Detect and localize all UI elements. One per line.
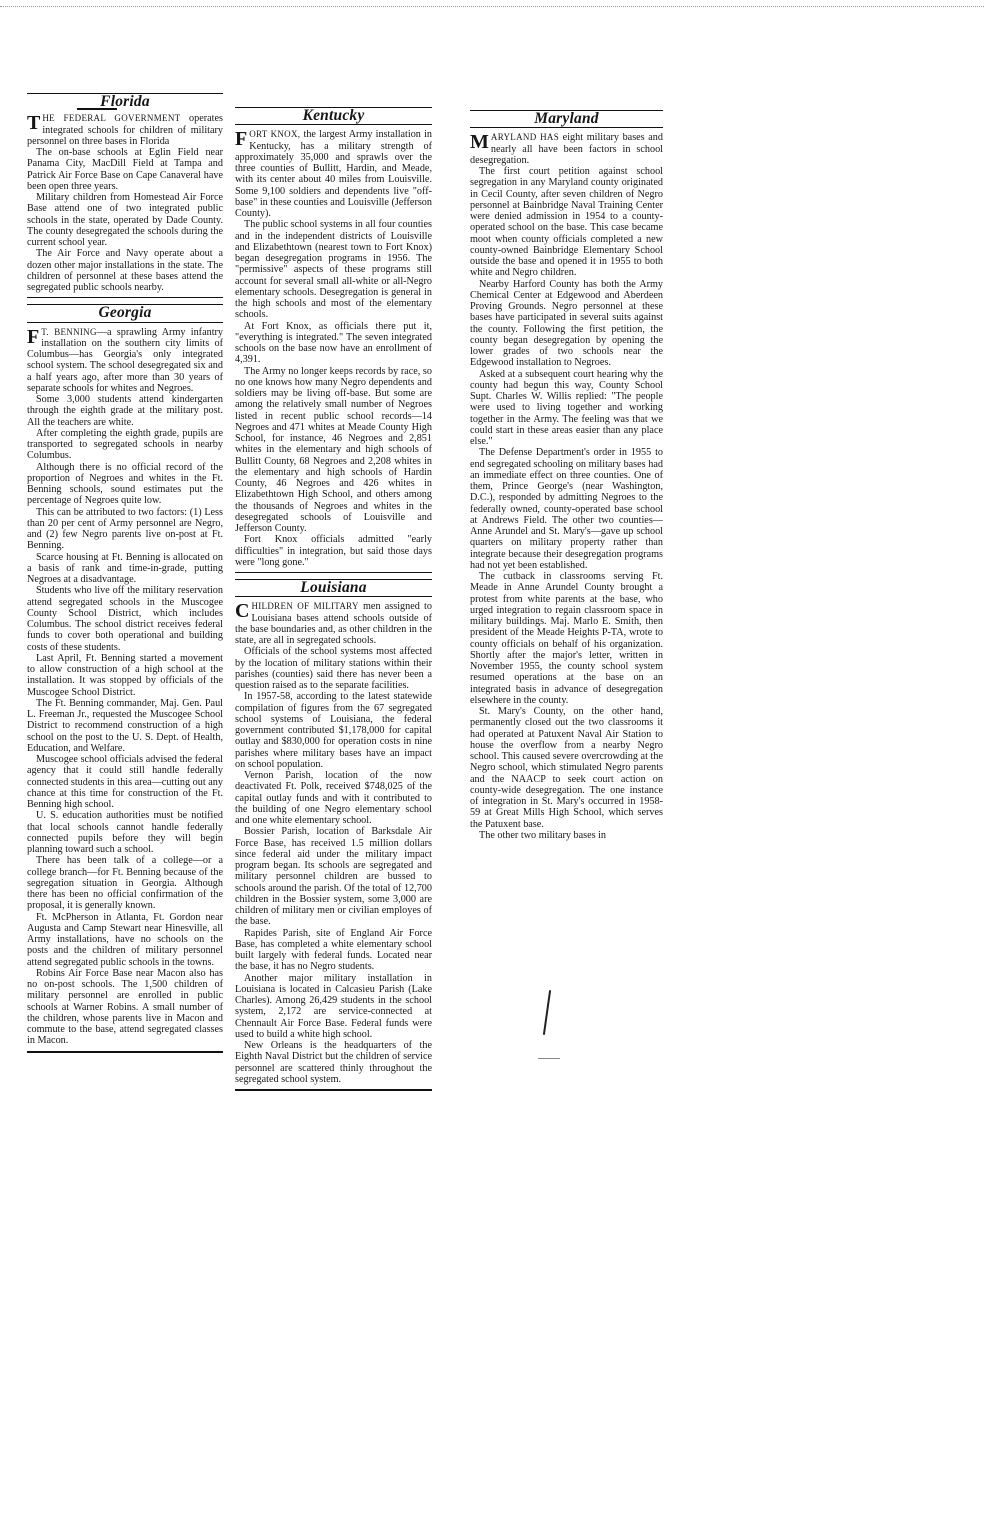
- paragraph-text: Although there is no official record of the proportion of Negroes and whites in the Ft. Benning schools, sound estimates put the percentage of Negroes quite low.: [27, 461, 223, 507]
- section-louisiana: [235, 579, 432, 1085]
- article-paragraph: [235, 770, 432, 826]
- article-paragraph: [27, 585, 223, 653]
- pencil-mark: [543, 990, 551, 1035]
- paragraph-text: Last April, Ft. Benning started a movement to allow construction of a high school at the installation. It was stopped by officials of the Muscogee School District.: [27, 652, 223, 698]
- article-paragraph: [470, 447, 663, 571]
- section-body-louisiana: [235, 601, 432, 1085]
- paragraph-text: The Ft. Benning commander, Maj. Gen. Paul L. Freeman Jr., requested the Muscogee School District to recommend construction of a high school on the post to the U. S. Dept. of Health, Education, and Welfare.: [27, 697, 223, 754]
- article-paragraph: [235, 321, 432, 366]
- article-paragraph: [27, 507, 223, 552]
- paragraph-text: Bossier Parish, location of Barksdale Air Force Base, has received 1.5 million dollars since federal aid under the military impact program began. Its schools are segregated and military personnel children are bussed to schools around the parish. Of the total of 12,700 children in the Bossier system, some 3,000 are children of military men or civilian employes of the base.: [235, 826, 432, 928]
- drop-cap: F: [235, 128, 248, 151]
- drop-cap: C: [235, 600, 250, 623]
- article-paragraph: [470, 166, 663, 279]
- article-paragraph: [470, 706, 663, 830]
- article-paragraph: [235, 691, 432, 770]
- column-middle: [235, 107, 432, 1091]
- article-paragraph: [27, 248, 223, 293]
- lead-in-small-caps: HILDREN OF MILITARY: [251, 601, 359, 612]
- paragraph-text: The public school systems in all four counties and in the independent districts of Louisville and Elizabethtown (nearest town to Fort Knox) began desegregation programs in 1956. The "permissive" aspects of these programs still account for several small all-white or all-Negro elementary schools. Desegregation is general in the high schools and most of the elementary schools.: [235, 219, 432, 321]
- article-paragraph: [27, 912, 223, 968]
- article-paragraph: [27, 754, 223, 810]
- paragraph-text: the largest Army installation in Kentucky, has a military strength of approximately 35,000 and sprawls over the three counties of Bullitt, Hardin, and Meade, with its center about 40 miles from Louisville. Some 9,100 soldiers and dependents live "off-base" in these counties and Louisville (Jefferson County).: [235, 129, 432, 219]
- article-paragraph: [27, 855, 223, 911]
- section-title-rule: [470, 127, 663, 128]
- section-divider: [27, 297, 223, 298]
- page-top-edge: [0, 6, 984, 7]
- paragraph-text: The Defense Department's order in 1955 to end segregated schooling on military bases had an immediate effect on three counties. One of them, Prince George's (near Washington, D.C.), responded by admitting Negroes to the federally owned, county-operated base school at Andrews Field. The other two counties—Anne Arundel and St. Mary's—gave up school quarters on military property rather than integrate because their desegregation programs had not yet been established.: [470, 447, 663, 571]
- article-paragraph: [27, 113, 223, 147]
- section-body-kentucky: [235, 129, 432, 568]
- paragraph-text: Nearby Harford County has both the Army Chemical Center at Edgewood and Aberdeen Proving Grounds. Negro personnel at these bases have participated in several suits against the county. Following the first petition, the county began desegregation by opening the lower grades of two schools near the Edgewood installation to Negroes.: [470, 278, 663, 369]
- drop-cap: F: [27, 325, 40, 348]
- article-paragraph: [27, 810, 223, 855]
- section-title-rule: [235, 596, 432, 597]
- article-paragraph: [27, 552, 223, 586]
- article-paragraph: [27, 192, 223, 248]
- pencil-mark: [538, 1058, 560, 1059]
- article-paragraph: [470, 279, 663, 369]
- paragraph-text: In 1957-58, according to the latest statewide compilation of figures from the 67 segregated school systems of Louisiana, the federal government contributed $1,178,000 for capital outlay and $830,000 for operation costs in nine parishes where military bases have an impact on school population.: [235, 691, 432, 770]
- article-paragraph: [27, 394, 223, 428]
- article-paragraph: [27, 147, 223, 192]
- section-title-rule: [235, 124, 432, 125]
- paragraph-text: Vernon Parish, location of the now deactivated Ft. Polk, received $748,025 of the capital outlay funds and with it contributed to the building of one Negro elementary school and one white elementary school.: [235, 770, 432, 826]
- drop-cap: T: [27, 112, 41, 135]
- paragraph-text: The other two military bases in: [479, 829, 607, 841]
- section-title-florida: Florida: [100, 93, 150, 110]
- paragraph-text: The first court petition against school segregation in any Maryland county originated in Cecil County, after seven children of Negro personnel at Bainbridge Naval Training Center were denied admission in 1954 to a county-operated school on the base. This case became moot when county officials completed a new county-owned Bainbridge Elementary School outside the base and opened it in 1955 to both white and Negro children.: [470, 166, 663, 279]
- lead-in-small-caps: ARYLAND HAS: [490, 132, 560, 143]
- article-paragraph: [470, 571, 663, 706]
- section-title-georgia: Georgia: [98, 304, 152, 322]
- paragraph-text: The on-base schools at Eglin Field near Panama City, MacDill Field at Tampa and Patrick Air Force Base on Cape Canaveral have been open three years.: [27, 147, 223, 192]
- paragraph-text: The Army no longer keeps records by race, so no one knows how many Negro dependents and soldiers may be living off-base. But some are among the relatively small number of Negroes listed in recent public school records—14 Negroes and 471 whites at Meade County High School, for instance, 46 Negroes and 2,851 whites in the elementary and high schools of Bullitt County, 68 Negroes and 2,208 whites in the elementary and high schools of Hardin County, 46 Negroes and 426 whites in Elizabethtown High School, and others among the thousands of Negroes and whites in the desegregated schools of Louisville and Jefferson County.: [235, 365, 432, 534]
- article-paragraph: [235, 534, 432, 568]
- article-paragraph: [235, 366, 432, 535]
- section-body-georgia: [27, 327, 223, 1047]
- paragraph-text: The cutback in classrooms serving Ft. Meade in Anne Arundel County brought a protest from white parents at the base, who urged integration to regain classroom space in military buildings. Maj. Marlo E. Smith, then president of the Meade Heights P-TA, wrote to county officials on behalf of his organization. Shortly after the major's letter, written in November 1955, the county school system resumed operations at the base on an integrated basis in advance of desegregation elsewhere in the county.: [470, 571, 663, 706]
- drop-cap: M: [470, 131, 489, 154]
- section-georgia: [27, 304, 223, 1046]
- lead-in-small-caps: HE FEDERAL GOVERNMENT: [42, 113, 181, 124]
- article-paragraph: [27, 653, 223, 698]
- section-kentucky: [235, 107, 432, 568]
- article-paragraph: [27, 428, 223, 462]
- paragraph-text: Asked at a subsequent court hearing why the county had begun this way, County School Supt. Charles W. Willis replied: "The people were used to living together and working together in the Army. The feeling was that we could start in these areas easier than any place else.": [470, 368, 663, 447]
- lead-in-small-caps: ORT KNOX,: [249, 129, 301, 140]
- section-title-louisiana: Louisiana: [300, 579, 367, 596]
- paragraph-text: Another major military installation in Louisiana is located in Calcasieu Parish (Lake Charles). Among 26,429 students in the school system, 2,172 are service-connected at Chennault Air Force Base. Federal funds were used to build a white high school.: [235, 972, 432, 1040]
- article-paragraph: [235, 928, 432, 973]
- lead-in-small-caps: T. BENNING: [41, 326, 97, 337]
- column-bottom-rule: [235, 1089, 432, 1091]
- paragraph-text: Students who live off the military reservation attend segregated schools in the Muscogee County School District, which includes Columbus. The school district receives federal funds to cover both operational and building costs of these students.: [27, 585, 223, 653]
- section-maryland: [470, 110, 663, 841]
- paragraph-text: operates integrated schools for children of military personnel on three bases in Florida: [27, 113, 223, 147]
- paragraph-text: eight military bases and nearly all have been factors in school desegregation.: [470, 132, 663, 166]
- paragraph-text: men assigned to Louisiana bases attend schools outside of the base boundaries and, as other children in the state, are all in segregated schools.: [235, 601, 432, 646]
- section-florida: [27, 93, 223, 293]
- article-paragraph: [27, 327, 223, 395]
- article-paragraph: [235, 826, 432, 927]
- section-body-maryland: [470, 132, 663, 841]
- paragraph-text: There has been talk of a college—or a college branch—for Ft. Benning because of the segregation situation in Georgia. Although there has been no official confirmation of the proposal, it is generally known.: [27, 855, 223, 912]
- paragraph-text: Fort Knox officials admitted "early difficulties" in integration, but said those days were "long gone.": [235, 534, 432, 568]
- paragraph-text: Muscogee school officials advised the federal agency that it could still handle federally connected students in this area—cutting out any chance at this time for construction of the Ft. Benning high school.: [27, 754, 223, 810]
- article-paragraph: [235, 1040, 432, 1085]
- paragraph-text: Officials of the school systems most affected by the location of military stations within their parishes (counties) said there has never been a question raised as to the separate facilities.: [235, 646, 432, 691]
- article-paragraph: [235, 601, 432, 646]
- paragraph-text: U. S. education authorities must be notified that local schools cannot handle federally connected pupils before they will begin planning toward such a school.: [27, 810, 223, 855]
- article-paragraph: [235, 129, 432, 219]
- column-right: [470, 110, 663, 841]
- article-paragraph: [470, 132, 663, 166]
- paragraph-text: The Air Force and Navy operate about a dozen other major installations in the state. The children of personnel at these bases attend the segregated public schools nearby.: [27, 248, 223, 293]
- paragraph-text: New Orleans is the headquarters of the Eighth Naval District but the children of service personnel are scattered thinly throughout the segregated school system.: [235, 1040, 432, 1085]
- paragraph-text: At Fort Knox, as officials there put it, "everything is integrated." The seven integrated schools on the base now have an enrollment of 4,391.: [235, 320, 432, 366]
- section-body-florida: [27, 113, 223, 293]
- paragraph-text: Ft. McPherson in Atlanta, Ft. Gordon near Augusta and Camp Stewart near Hinesville, all Army installations, have no schools on the posts and the children of military personnel attend segregated public schools in the towns.: [27, 911, 223, 968]
- article-paragraph: [470, 369, 663, 448]
- article-paragraph: [235, 973, 432, 1041]
- paragraph-text: Scarce housing at Ft. Benning is allocated on a basis of rank and time-in-grade, putting Negroes at a disadvantage.: [27, 551, 223, 585]
- paragraph-text: Military children from Homestead Air Force Base attend one of two integrated public schools in the state, operated by Dade County. The county desegregated the schools during the current school year.: [27, 192, 223, 248]
- article-paragraph: [27, 698, 223, 754]
- article-paragraph: [235, 646, 432, 691]
- section-title-maryland: Maryland: [534, 110, 599, 127]
- section-divider: [235, 572, 432, 573]
- article-paragraph: [27, 462, 223, 507]
- section-title-rule: [27, 322, 223, 323]
- paragraph-text: After completing the eighth grade, pupils are transported to segregated schools in nearby Columbus.: [27, 427, 223, 462]
- paragraph-text: —a sprawling Army infantry installation on the southern city limits of Columbus—has Georgia's only integrated school system. The school desegregated six and a half years ago, after more than 30 years of separate schools for whites and Negroes.: [27, 326, 224, 394]
- paragraph-text: Some 3,000 students attend kindergarten through the eighth grade at the military post. All the teachers are white.: [27, 394, 223, 428]
- column-bottom-rule: [27, 1051, 223, 1053]
- paragraph-text: Robins Air Force Base near Macon also has no on-post schools. The 1,500 children of military personnel are enrolled in public schools at Warner Robins. A small number of the children, whose parents live in Macon and commute to the base, attend segregated classes in Macon.: [27, 967, 223, 1047]
- article-paragraph: [235, 219, 432, 320]
- article-paragraph: [27, 968, 223, 1047]
- article-paragraph: [470, 830, 663, 841]
- column-left: [27, 93, 223, 1053]
- paragraph-text: St. Mary's County, on the other hand, permanently closed out the two classrooms it had operated at Patuxent Naval Air Station to house the overflow from a nearby Negro school. This caused severe overcrowding at the Negro school, which stimulated Negro parents and the NAACP to seek court action on county-wide desegregation. The one instance of integration in St. Mary's occurred in 1958-59 at Great Mills High School, which serves the Patuxent base.: [470, 706, 663, 830]
- paragraph-text: Rapides Parish, site of England Air Force Base, has completed a white elementary school built largely with federal funds. Located near the base, it has no Negro students.: [235, 927, 432, 973]
- section-title-kentucky: Kentucky: [302, 107, 365, 124]
- paragraph-text: This can be attributed to two factors: (1) Less than 20 per cent of Army personnel are Negro, and (2) few Negro parents live on-post at Ft. Benning.: [27, 506, 223, 552]
